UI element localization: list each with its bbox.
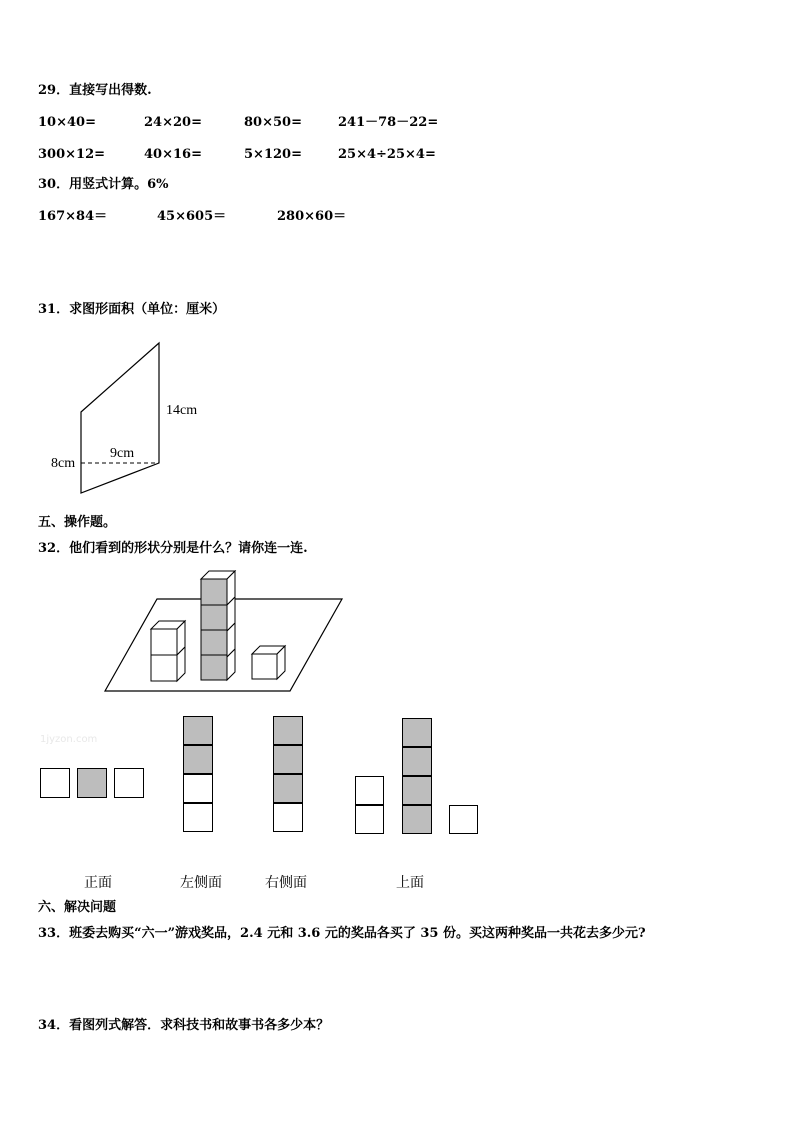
label-14cm: 14cm <box>166 403 198 418</box>
view-square <box>449 805 478 834</box>
view-square <box>355 776 384 805</box>
view-square <box>183 774 213 803</box>
q31-title: 31．求图形面积（单位：厘米） <box>38 302 226 317</box>
cube-scene <box>100 570 350 695</box>
view-square-gray <box>183 745 213 774</box>
view-square-gray <box>77 768 107 798</box>
label-top: 上面 <box>396 875 424 891</box>
q30-item: 45×605＝ <box>157 209 227 224</box>
q29-item: 24×20= <box>144 115 202 130</box>
q33-text: 33．班委去购买“六一”游戏奖品，2.4 元和 3.6 元的奖品各买了 35 份。买这两种奖品一共花去多少元? <box>38 926 646 941</box>
watermark: 1jyzon.com <box>40 734 98 745</box>
view-square-gray <box>402 805 432 834</box>
q29-title: 29．直接写出得数. <box>38 83 152 98</box>
view-square <box>273 803 303 832</box>
q29-item: 10×40= <box>38 115 96 130</box>
trapezoid-figure <box>40 335 220 500</box>
label-right-side: 右侧面 <box>265 875 307 891</box>
view-square-gray <box>273 774 303 803</box>
section-6-heading: 六、解决问题 <box>38 900 117 915</box>
view-square <box>355 805 384 834</box>
q30-item: 167×84＝ <box>38 209 108 224</box>
view-square <box>114 768 144 798</box>
view-square <box>40 768 70 798</box>
view-square-gray <box>273 745 303 774</box>
q34-text: 34．看图列式解答．求科技书和故事书各多少本？ <box>38 1018 330 1033</box>
label-front: 正面 <box>84 875 112 891</box>
q29-item: 25×4÷25×4= <box>338 147 436 162</box>
view-square-gray <box>402 718 432 747</box>
label-8cm: 8cm <box>51 456 76 471</box>
label-left-side: 左侧面 <box>180 875 222 891</box>
view-square-gray <box>183 716 213 745</box>
view-square-gray <box>402 776 432 805</box>
q29-item: 5×120= <box>244 147 302 162</box>
q29-item: 40×16= <box>144 147 202 162</box>
view-square-gray <box>402 747 432 776</box>
q29-item: 241－78－22= <box>338 115 439 130</box>
q32-title: 32．他们看到的形状分别是什么？请你连一连. <box>38 541 308 556</box>
q30-title: 30．用竖式计算。6% <box>38 177 169 192</box>
q30-item: 280×60＝ <box>277 209 347 224</box>
q29-item: 80×50= <box>244 115 302 130</box>
q29-item: 300×12= <box>38 147 106 162</box>
view-square <box>183 803 213 832</box>
label-9cm: 9cm <box>110 446 135 461</box>
view-square-gray <box>273 716 303 745</box>
section-5-heading: 五、操作题。 <box>38 515 117 530</box>
